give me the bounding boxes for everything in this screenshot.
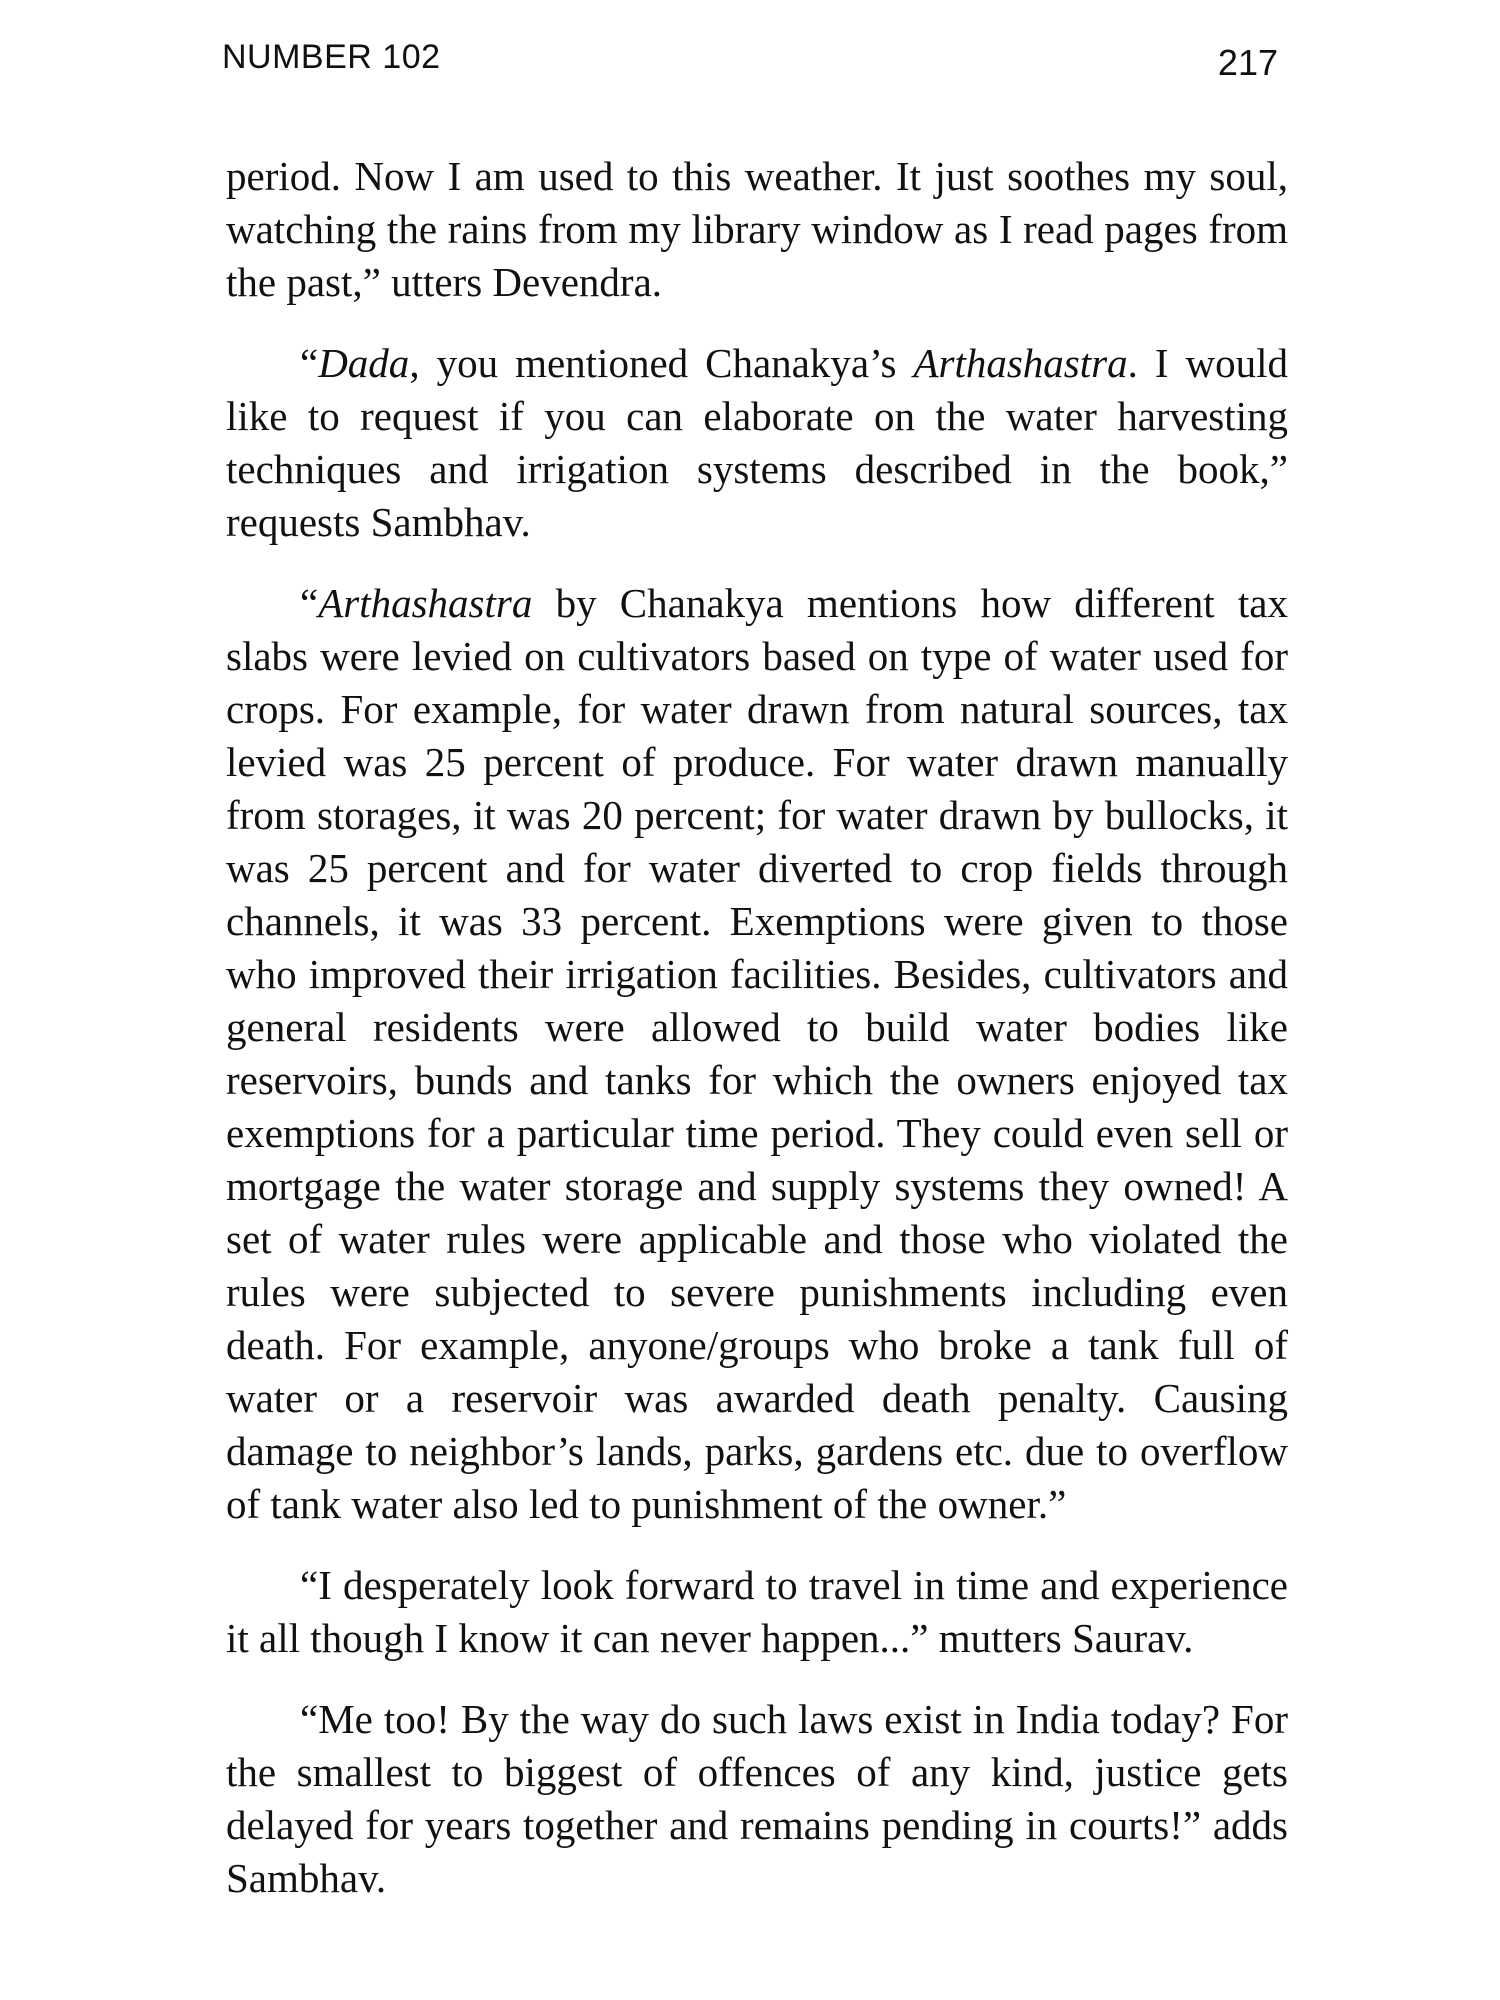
text-segment: “Me too! By the way do such laws exist in India today? For the smallest to biggest of offences of any kind, justice gets delayed for years together and remains pending in courts!” adds Sambhav.	[226, 1696, 1288, 1901]
text-segment: period. Now I am used to this weather. It just soothes my soul, watching the rains from my library window as I read pages from the past,” utters Devendra.	[226, 153, 1288, 305]
text-segment: “	[300, 580, 319, 626]
book-title: Arthashastra	[913, 340, 1128, 386]
paragraph	[226, 577, 1288, 1531]
book-title: Arthashastra	[318, 580, 533, 626]
body-text	[226, 150, 1288, 1933]
text-segment: . I would like to request if you can elaborate on the water harvesting techniques and irrigation systems described in the book,” requests Sambhav.	[226, 340, 1289, 545]
text-segment: , you mentioned Chanakya’s	[409, 340, 914, 386]
paragraph	[226, 1693, 1288, 1905]
paragraph	[226, 1559, 1288, 1665]
running-title: NUMBER 102	[222, 38, 441, 76]
page-number: 217	[1217, 42, 1278, 83]
page-header	[222, 38, 1278, 88]
paragraph	[226, 337, 1288, 549]
text-segment: “	[300, 340, 319, 386]
italic-term: Dada	[318, 340, 410, 386]
text-segment: by Chanakya mentions how different tax slabs were levied on cultivators based on type of water used for crops. For example, for water drawn from natural sources, tax levied was 25 percent of produce. For water drawn manually from storages, it was 20 percent; for water drawn by bullocks, it was 25 percent and for water diverted to crop fields through channels, it was 33 percent. Exemptions were given to those who improved their irrigation facilities. Besides, cultivators and general residents were allowed to build water bodies like reservoirs, bunds and tanks for which the owners enjoyed tax exemptions for a particular time period. They could even sell or mortgage the water storage and supply systems they owned! A set of water rules were applicable and those who violated the rules were subjected to severe punishments including even death. For example, anyone/groups who broke a tank full of water or a reservoir was awarded death penalty. Causing damage to neighbor’s lands, parks, gardens etc. due to overflow of tank water also led to punishment of the owner.”	[226, 580, 1288, 1527]
text-segment: “I desperately look forward to travel in time and experience it all though I know it can never happen...” mutters Saurav.	[226, 1562, 1288, 1661]
paragraph	[226, 150, 1288, 309]
